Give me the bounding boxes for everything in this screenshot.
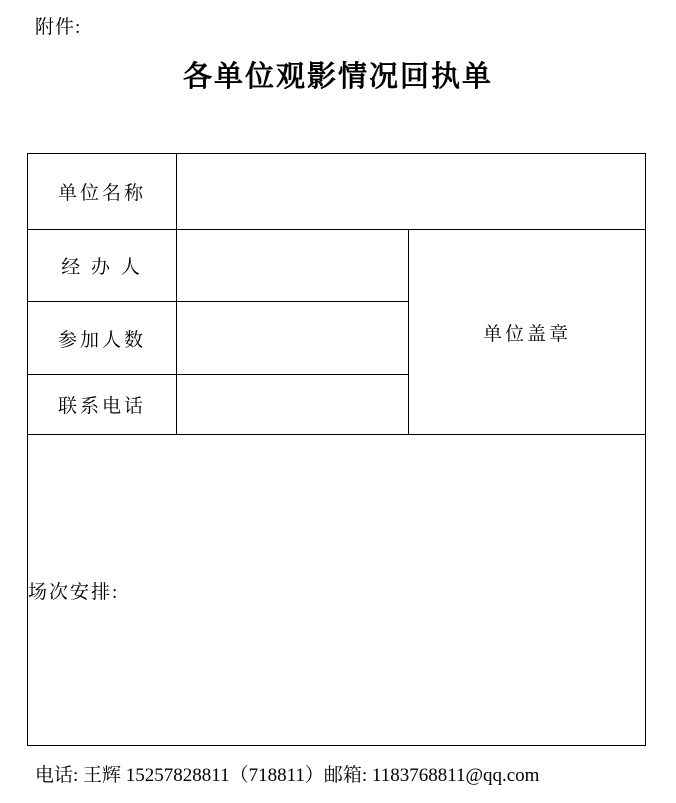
reply-form-table xyxy=(27,153,646,746)
unit-name-field[interactable] xyxy=(177,154,646,230)
unit-name-label: 单位名称 xyxy=(28,154,177,230)
unit-stamp-label: 单位盖章 xyxy=(409,230,646,435)
attachment-label: 附件: xyxy=(35,17,82,38)
phone-field[interactable] xyxy=(177,375,409,435)
table-row-session xyxy=(28,435,646,746)
handler-label: 经 办 人 xyxy=(28,230,177,302)
session-cell[interactable] xyxy=(28,435,646,746)
page-title: 各单位观影情况回执单 xyxy=(182,61,493,93)
participants-field[interactable] xyxy=(177,302,409,375)
table-row-handler xyxy=(28,230,646,302)
phone-label: 联系电话 xyxy=(28,375,177,435)
handler-field[interactable] xyxy=(177,230,409,302)
participants-label: 参加人数 xyxy=(28,302,177,375)
footer-contact-info: 电话: 王辉 15257828811（718811）邮箱: 1183768811@qq.com xyxy=(35,765,540,786)
table-row-unit-name xyxy=(28,154,646,230)
session-label: 场次安排: xyxy=(28,581,120,603)
